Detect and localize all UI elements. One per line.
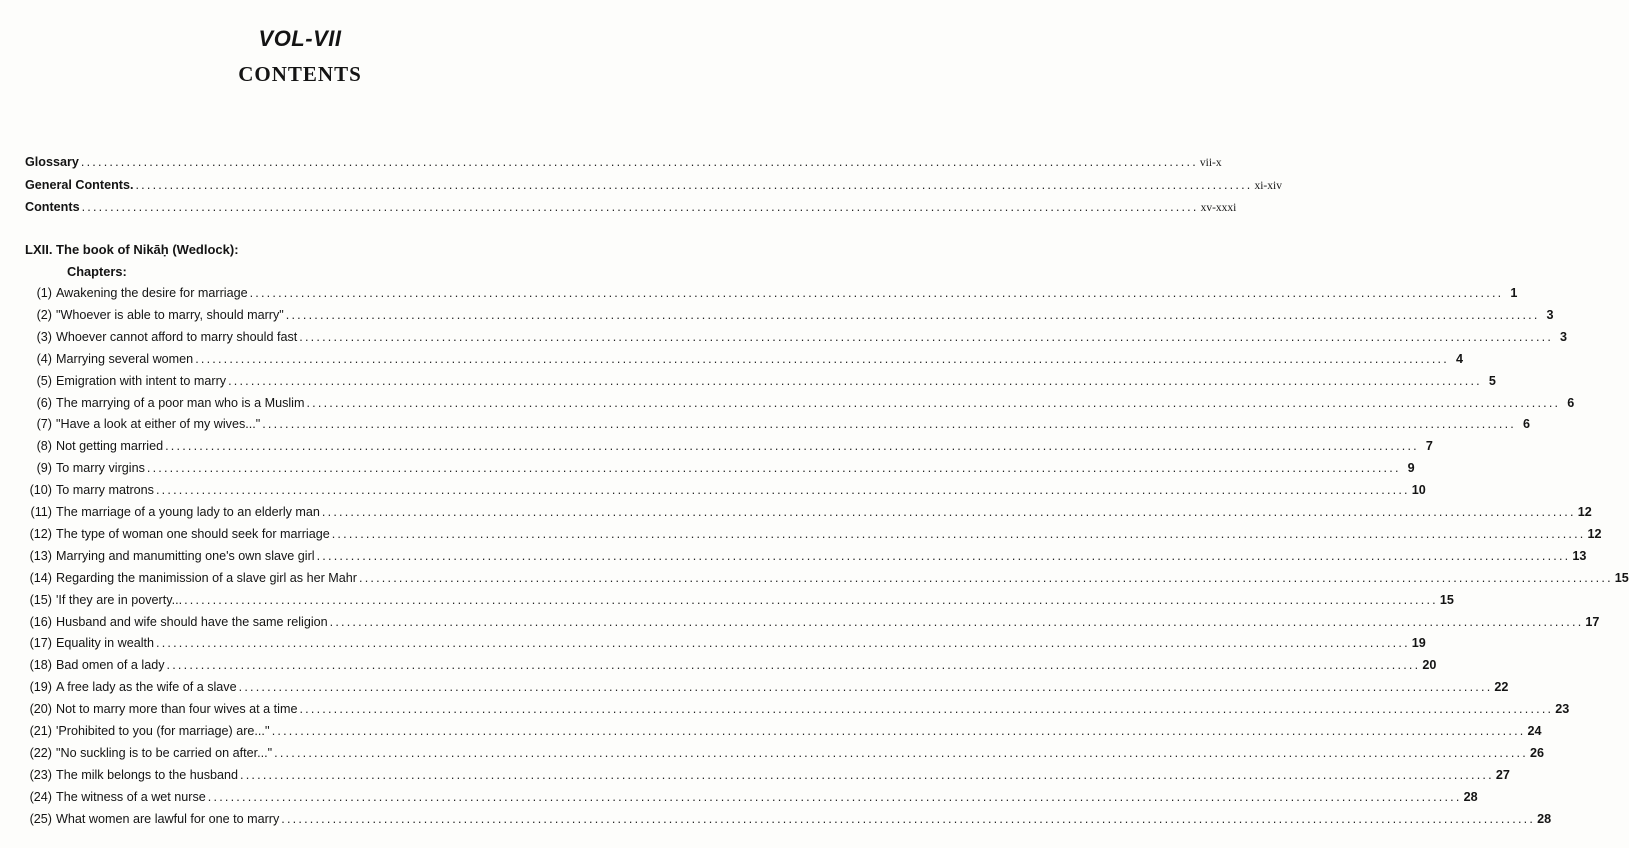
dot-leader: ............................................................................................................................................................................................................................	[331, 526, 1586, 541]
toc-entry-label: General Contents.	[25, 178, 134, 192]
chapter-label	[14, 527, 330, 541]
chapter-label	[14, 417, 260, 431]
chapter-title: Awakening the desire for marriage	[56, 286, 248, 300]
chapter-number: (1)	[36, 286, 52, 300]
chapter-title: Regarding the manimission of a slave girl as her Mahr	[56, 570, 357, 585]
chapter-number: (14)	[29, 570, 52, 585]
chapter-number: (17)	[29, 636, 52, 651]
chapter-page-number: 28	[1463, 789, 1478, 804]
chapter-entry[interactable]	[14, 351, 1463, 366]
chapter-page-number: 6	[1523, 417, 1531, 432]
chapter-title: Not getting married	[56, 439, 164, 454]
chapter-number: (3)	[36, 329, 52, 344]
chapter-page-number: 24	[1527, 724, 1542, 738]
dot-leader: ............................................................................................................................................................................................................................	[359, 570, 1613, 585]
chapter-page-number: 12	[1587, 526, 1602, 541]
chapter-page-number: 17	[1585, 614, 1600, 629]
chapter-title: To marry virgins	[56, 461, 145, 476]
chapter-label	[14, 571, 357, 585]
chapter-entry[interactable]	[14, 658, 1437, 673]
chapter-title: A free lady as the wife of a slave	[56, 680, 237, 695]
chapter-title: The milk belongs to the husband	[56, 767, 239, 782]
chapter-entry[interactable]	[14, 570, 1629, 585]
chapter-title: "No suckling is to be carried on after..."	[56, 745, 273, 760]
book-heading: LXII. The book of Nikāḥ (Wedlock):	[25, 242, 239, 257]
chapter-label	[14, 549, 315, 563]
chapter-page-number: 7	[1425, 439, 1433, 454]
chapter-page-number: 4	[1455, 351, 1463, 366]
chapter-number: (2)	[36, 307, 52, 322]
chapter-page-number: 15	[1614, 570, 1629, 585]
dot-leader: ............................................................................................................................................................................................................................	[299, 702, 1554, 717]
chapter-label	[14, 768, 238, 782]
chapter-label	[14, 461, 145, 475]
toc-page-number: xi-xiv	[1254, 180, 1282, 192]
chapter-page-number: 13	[1572, 548, 1587, 563]
toc-entry-contents[interactable]	[25, 200, 1237, 214]
chapter-page-number: 15	[1439, 592, 1454, 607]
volume-title: VOL-VII	[258, 26, 342, 51]
chapter-title: Equality in wealth	[56, 636, 155, 651]
chapter-number: (23)	[29, 767, 52, 782]
chapter-number: (25)	[29, 811, 52, 826]
dot-leader: ............................................................................................................................................................................................................................	[262, 417, 1517, 432]
chapter-title: "Whoever is able to marry, should marry"	[56, 307, 284, 322]
toc-page-number: xv-xxxi	[1200, 202, 1237, 214]
chapter-entry[interactable]	[14, 395, 1575, 410]
chapter-number: (24)	[29, 789, 52, 804]
chapter-number: (5)	[36, 373, 52, 388]
chapter-page-number: 26	[1529, 745, 1544, 760]
toc-entry-label: Contents	[25, 200, 80, 214]
toc-entry-general-contents[interactable]	[25, 178, 1282, 192]
dot-leader: ............................................................................................................................................................................................................................	[166, 658, 1421, 673]
chapter-label	[14, 812, 279, 826]
chapter-title: Marrying and manumitting one's own slave girl	[56, 548, 315, 563]
chapter-label	[14, 593, 182, 607]
chapter-number: (18)	[29, 658, 52, 673]
chapter-entry[interactable]	[14, 767, 1510, 782]
chapter-page-number: 28	[1537, 811, 1552, 826]
chapter-entry[interactable]	[14, 461, 1415, 476]
chapter-page-number: 20	[1422, 658, 1437, 673]
chapter-entry[interactable]	[14, 329, 1568, 344]
chapter-number: (19)	[29, 680, 52, 695]
chapter-label	[14, 702, 297, 716]
toc-entry-label: Glossary	[25, 155, 79, 169]
chapter-label	[14, 746, 272, 760]
chapter-number: (6)	[36, 395, 52, 410]
chapter-label	[14, 439, 163, 453]
dot-leader: ....................................................................................................................................................................................................	[80, 155, 1198, 169]
chapter-title: Whoever cannot afford to marry should fast	[56, 329, 298, 344]
chapter-label	[14, 658, 165, 672]
chapter-label	[14, 680, 237, 694]
dot-leader: ....................................................................................................................................................................................................	[135, 178, 1253, 192]
chapter-title: Marrying several women	[56, 351, 194, 366]
dot-leader: ............................................................................................................................................................................................................................	[207, 789, 1462, 804]
dot-leader: ............................................................................................................................................................................................................................	[195, 351, 1449, 366]
chapter-title: The type of woman one should seek for marriage	[56, 526, 330, 541]
chapter-title: What women are lawful for one to marry	[56, 811, 280, 826]
dot-leader: ............................................................................................................................................................................................................................	[316, 548, 1571, 563]
chapter-entry[interactable]	[14, 811, 1552, 826]
chapter-entry[interactable]	[14, 286, 1518, 300]
chapter-page-number: 12	[1577, 505, 1592, 519]
chapter-page-number: 1	[1510, 286, 1518, 300]
dot-leader: ............................................................................................................................................................................................................................	[281, 811, 1536, 826]
chapter-page-number: 19	[1411, 636, 1426, 651]
chapter-number: (16)	[29, 614, 52, 629]
chapter-entry[interactable]	[14, 614, 1600, 629]
chapter-number: (13)	[29, 548, 52, 563]
chapter-page-number: 3	[1546, 307, 1554, 322]
chapter-label	[14, 396, 304, 410]
chapter-number: (8)	[36, 439, 52, 454]
chapter-entry[interactable]	[14, 307, 1554, 322]
chapter-number: (10)	[29, 483, 52, 498]
chapter-title: 'If they are in poverty...	[56, 592, 183, 607]
dot-leader: ............................................................................................................................................................................................................................	[165, 439, 1419, 454]
chapter-entry[interactable]	[14, 680, 1509, 695]
dot-leader: ............................................................................................................................................................................................................................	[238, 680, 1493, 695]
chapter-page-number: 10	[1411, 483, 1426, 498]
dot-leader: ............................................................................................................................................................................................................................	[306, 395, 1561, 410]
chapter-number: (15)	[29, 592, 52, 607]
chapter-label	[14, 286, 248, 300]
chapter-entry[interactable]	[14, 505, 1592, 519]
dot-leader: ............................................................................................................................................................................................................................	[299, 329, 1554, 344]
dot-leader: ............................................................................................................................................................................................................................	[184, 592, 1438, 607]
chapter-entry[interactable]	[14, 526, 1602, 541]
dot-leader: ............................................................................................................................................................................................................................	[329, 614, 1584, 629]
chapter-page-number: 27	[1495, 767, 1510, 782]
chapter-entry[interactable]	[14, 417, 1531, 432]
chapter-number: (12)	[29, 526, 52, 541]
chapter-title: Bad omen of a lady	[56, 658, 165, 673]
chapter-entry[interactable]	[14, 548, 1587, 563]
page-title: CONTENTS	[238, 62, 362, 86]
dot-leader: ....................................................................................................................................................................................................	[81, 200, 1199, 214]
dot-leader: ............................................................................................................................................................................................................................	[146, 461, 1401, 476]
chapter-entry[interactable]	[14, 483, 1426, 498]
chapter-title: The witness of a wet nurse	[56, 789, 206, 804]
chapter-number: (7)	[36, 417, 52, 432]
chapter-number: (20)	[29, 702, 52, 717]
chapter-title: Husband and wife should have the same religion	[56, 614, 328, 629]
chapter-label	[14, 636, 154, 650]
toc-entry-glossary[interactable]	[25, 155, 1222, 169]
dot-leader: ............................................................................................................................................................................................................................	[285, 307, 1540, 322]
chapter-number: (4)	[36, 351, 52, 366]
chapter-label	[14, 615, 328, 629]
chapter-title: Not to marry more than four wives at a time	[56, 702, 298, 717]
chapter-label	[14, 483, 154, 497]
chapter-number: (21)	[29, 724, 52, 738]
chapter-entry[interactable]	[14, 592, 1454, 607]
chapter-label	[14, 330, 297, 344]
chapter-label	[14, 505, 320, 519]
chapter-entry[interactable]	[14, 724, 1542, 738]
chapter-page-number: 6	[1567, 395, 1575, 410]
chapter-title: Emigration with intent to marry	[56, 373, 227, 388]
chapter-label	[14, 308, 284, 322]
chapter-title: To marry matrons	[56, 483, 154, 498]
chapter-title: The marriage of a young lady to an elderly man	[56, 505, 320, 519]
chapter-page-number: 3	[1560, 329, 1568, 344]
chapter-title: The marrying of a poor man who is a Muslim	[56, 395, 305, 410]
chapter-page-number: 23	[1555, 702, 1570, 717]
chapter-label	[14, 724, 270, 738]
chapter-entry[interactable]	[14, 702, 1570, 717]
chapters-label: Chapters:	[67, 264, 127, 279]
dot-leader: ............................................................................................................................................................................................................................	[240, 767, 1494, 782]
chapter-page-number: 9	[1407, 461, 1415, 476]
dot-leader: ............................................................................................................................................................................................................................	[155, 483, 1410, 498]
chapter-entry[interactable]	[14, 745, 1544, 760]
toc-page-number: vii-x	[1199, 157, 1222, 169]
chapter-entry[interactable]	[14, 373, 1496, 388]
chapter-label	[14, 790, 206, 804]
dot-leader: ............................................................................................................................................................................................................................	[249, 286, 1504, 300]
chapter-label	[14, 352, 193, 366]
chapter-page-number: 5	[1488, 373, 1496, 388]
dot-leader: ............................................................................................................................................................................................................................	[156, 636, 1410, 651]
chapter-title: 'Prohibited to you (for marriage) are...''	[56, 724, 270, 738]
chapter-entry[interactable]	[14, 439, 1433, 454]
dot-leader: ............................................................................................................................................................................................................................	[321, 505, 1576, 519]
chapter-page-number: 22	[1494, 680, 1509, 695]
chapter-entry[interactable]	[14, 636, 1426, 651]
chapter-title: "Have a look at either of my wives..."	[56, 417, 261, 432]
dot-leader: ............................................................................................................................................................................................................................	[271, 724, 1526, 738]
chapter-label	[14, 374, 226, 388]
dot-leader: ............................................................................................................................................................................................................................	[274, 745, 1528, 760]
chapter-number: (11)	[30, 505, 52, 519]
chapter-number: (22)	[29, 745, 52, 760]
chapter-number: (9)	[36, 461, 52, 476]
dot-leader: ............................................................................................................................................................................................................................	[228, 373, 1482, 388]
chapter-entry[interactable]	[14, 789, 1478, 804]
